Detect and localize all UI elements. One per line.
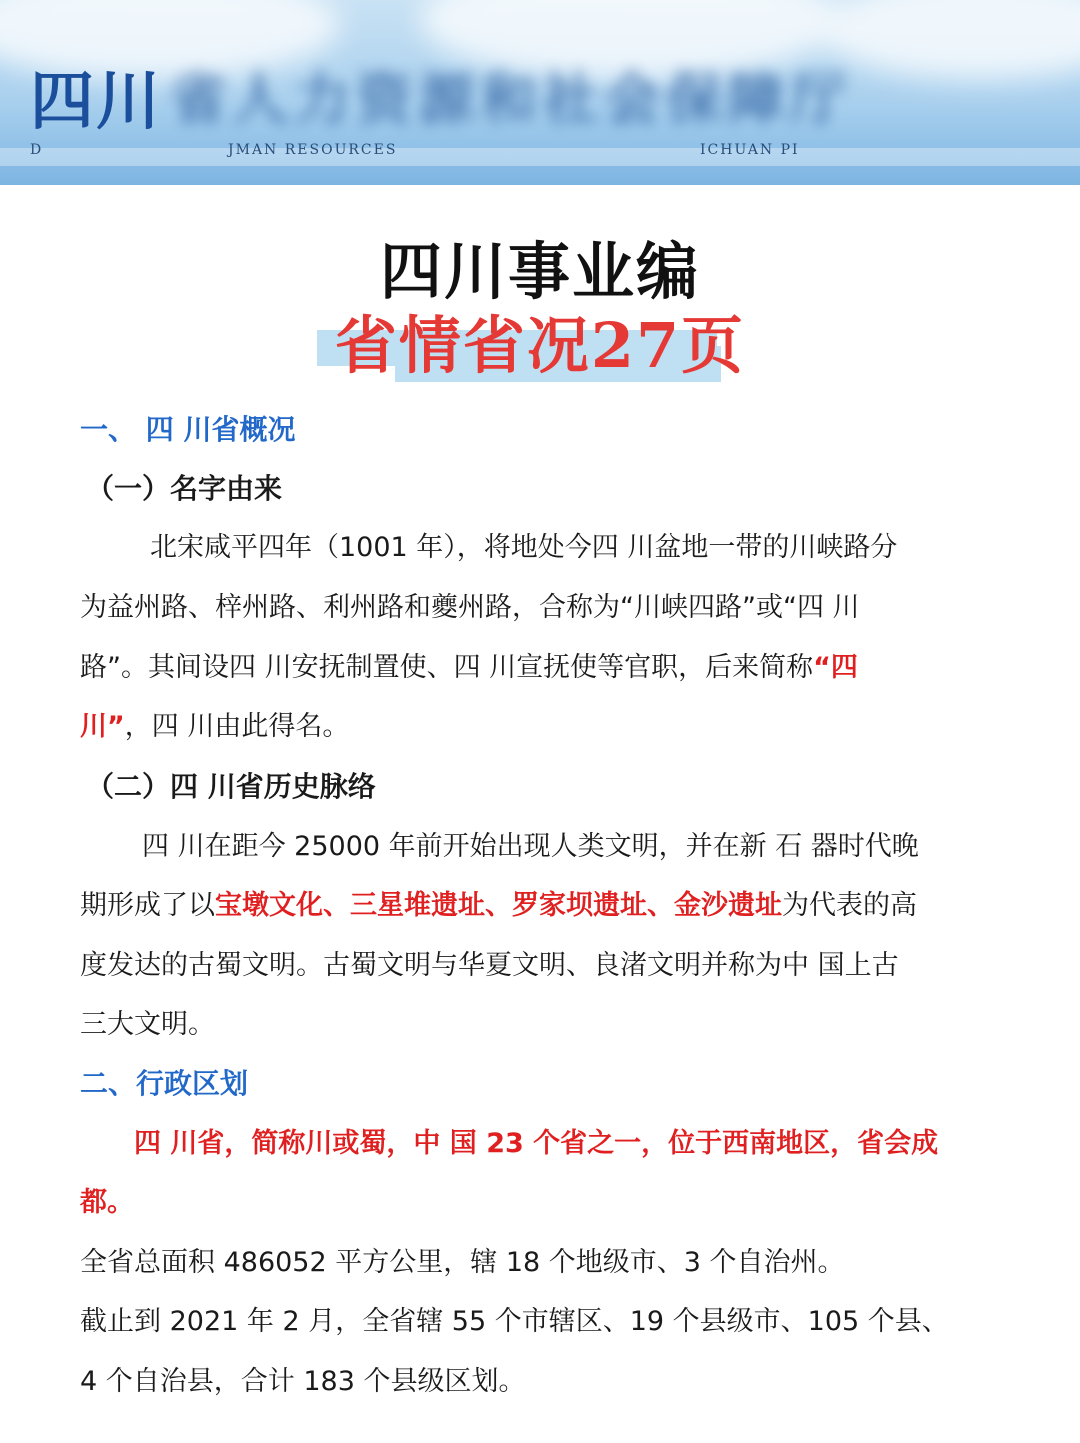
paragraph-text: 为代表的高 bbox=[782, 890, 917, 921]
paragraph-text: ，四 川由此得名。 bbox=[124, 711, 350, 742]
banner-english-right: ICHUAN PI bbox=[700, 142, 800, 158]
paragraph-line: 北宋咸平四年（1001 年），将地处今四 川盆地一带的川峡路分 bbox=[150, 532, 898, 563]
paragraph-line: 截止到 2021 年 2 月，全省辖 55 个市辖区、19 个县级市、105 个县、 bbox=[80, 1306, 949, 1337]
highlight-text: 宝墩文化、三星堆遗址、罗家坝遗址、金沙遗址 bbox=[215, 890, 782, 921]
section-heading-overview: 一、 四 川省概况 bbox=[80, 413, 296, 446]
highlight-paragraph-line: 都。 bbox=[80, 1187, 134, 1218]
highlight-text: “四 bbox=[813, 652, 858, 683]
paragraph-line: 全省总面积 486052 平方公里，辖 18 个地级市、3 个自治州。 bbox=[80, 1247, 845, 1278]
main-title: 四川事业编 bbox=[379, 235, 700, 308]
paragraph-line: 为益州路、梓州路、利州路和夔州路，合称为“川峡四路”或“四 川 bbox=[80, 592, 860, 623]
paragraph-line: 四 川在距今 25000 年前开始出现人类文明，并在新 石 器时代晚 bbox=[142, 831, 919, 862]
subtitle-wrap bbox=[0, 296, 1080, 385]
banner-logo-text: 四川 bbox=[30, 64, 162, 139]
highlight-text: 川” bbox=[80, 711, 125, 742]
header-banner bbox=[0, 0, 1080, 185]
paragraph-text: 路”。其间设四 川安抚制置使、四 川宣抚使等官职，后来简称 bbox=[80, 652, 814, 683]
subheading-history: （二）四 川省历史脉络 bbox=[86, 770, 376, 803]
paragraph-line: 三大文明。 bbox=[80, 1009, 215, 1040]
banner-english-left: D bbox=[30, 142, 44, 158]
subtitle-box bbox=[335, 296, 745, 385]
paragraph-line bbox=[80, 648, 858, 688]
highlight-paragraph-line: 四 川省，简称川或蜀，中 国 23 个省之一，位于西南地区，省会成 bbox=[134, 1128, 939, 1159]
cloud-decoration bbox=[820, 0, 1080, 80]
paragraph-line: 4 个自治县，合计 183 个县级区划。 bbox=[80, 1366, 526, 1397]
paragraph-line bbox=[80, 886, 917, 926]
banner-blurred-title: 省人力资源和社会保障厅 bbox=[170, 67, 852, 133]
paragraph-text: 期形成了以 bbox=[80, 890, 215, 921]
paragraph-line bbox=[80, 707, 349, 747]
subheading-name-origin: （一）名字由来 bbox=[86, 472, 283, 505]
banner-stripe bbox=[0, 148, 1080, 166]
banner-english-middle: JMAN RESOURCES bbox=[228, 142, 398, 158]
paragraph-line: 度发达的古蜀文明。古蜀文明与华夏文明、良渚文明并称为中 国上古 bbox=[80, 950, 899, 981]
section-heading-administrative: 二、行政区划 bbox=[80, 1067, 249, 1100]
subtitle: 省情省况27页 bbox=[334, 309, 746, 382]
